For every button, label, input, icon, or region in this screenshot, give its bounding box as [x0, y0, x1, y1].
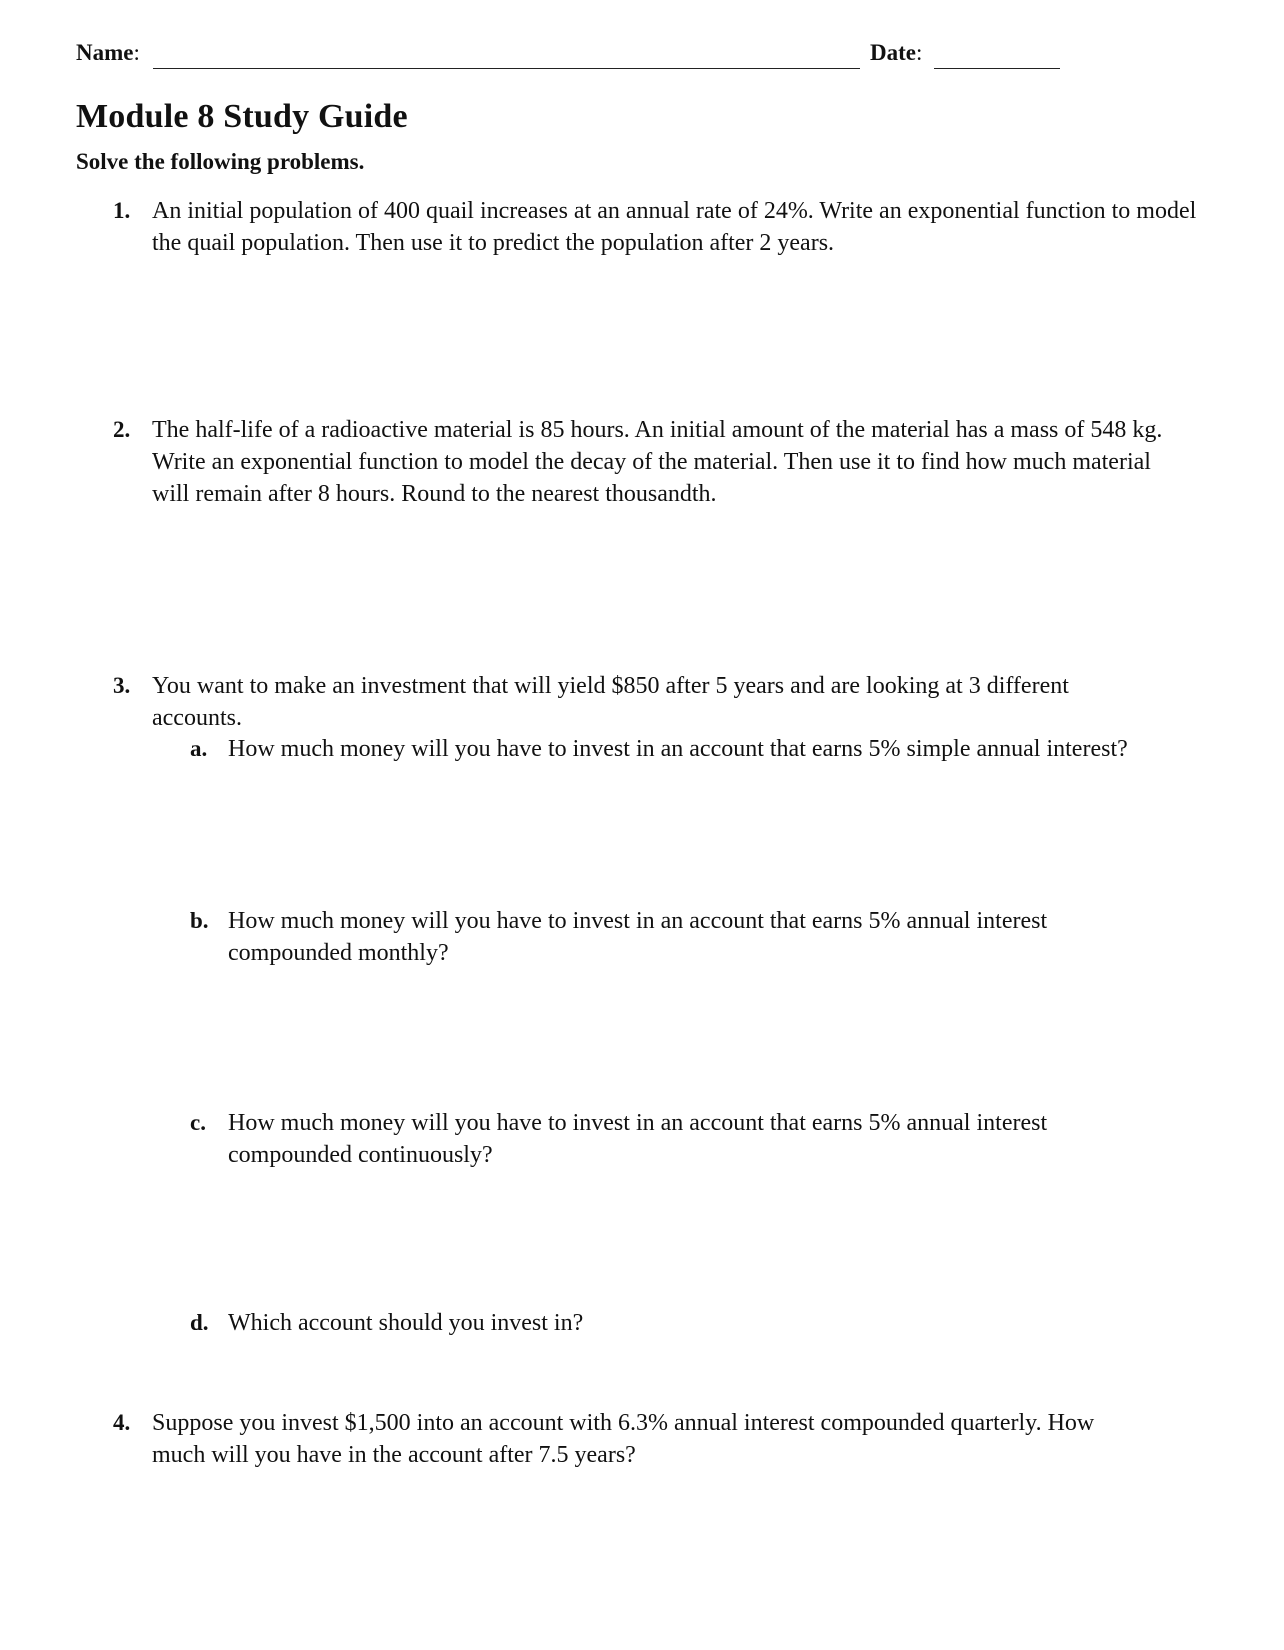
question-3d-letter: d.	[190, 1310, 209, 1335]
question-3a-letter: a.	[190, 736, 208, 761]
question-3-text: You want to make an investment that will yield $850 after 5 years and are looking at 3 different accounts.	[152, 673, 1069, 731]
question-2-number: 2.	[113, 417, 131, 442]
question-3c-text: How much money will you have to invest in an account that earns 5% annual interest compounded continuously?	[228, 1110, 1048, 1168]
name-field[interactable]	[153, 68, 860, 69]
instructions: Solve the following problems.	[76, 149, 365, 174]
question-4-text: Suppose you invest $1,500 into an account with 6.3% annual interest compounded quarterly. How much will you have in the account after 7.5 years?	[152, 1410, 1095, 1468]
question-3b-text: How much money will you have to invest in an account that earns 5% annual interest compounded monthly?	[228, 908, 1048, 966]
date-field[interactable]	[934, 68, 1060, 69]
question-3a-text: How much money will you have to invest in an account that earns 5% simple annual interest?	[228, 736, 1128, 762]
name-label: Name:	[76, 40, 140, 65]
question-1-number: 1.	[113, 198, 131, 223]
question-3d-text: Which account should you invest in?	[228, 1310, 584, 1336]
question-4-number: 4.	[113, 1410, 131, 1435]
question-3b-letter: b.	[190, 908, 209, 933]
question-3c-letter: c.	[190, 1110, 206, 1135]
question-3-number: 3.	[113, 673, 131, 698]
question-2-text: The half-life of a radioactive material is 85 hours. An initial amount of the material has a mass of 548 kg. Write an exponential function to model the decay of the material. Then use it to find how much material will remain after 8 hours. Round to the nearest thousandth.	[152, 417, 1163, 507]
date-label: Date:	[870, 40, 923, 65]
question-1-text: An initial population of 400 quail increases at an annual rate of 24%. Write an exponential function to model the quail population. Then use it to predict the population after 2 years.	[152, 198, 1197, 256]
page-title: Module 8 Study Guide	[76, 98, 408, 135]
